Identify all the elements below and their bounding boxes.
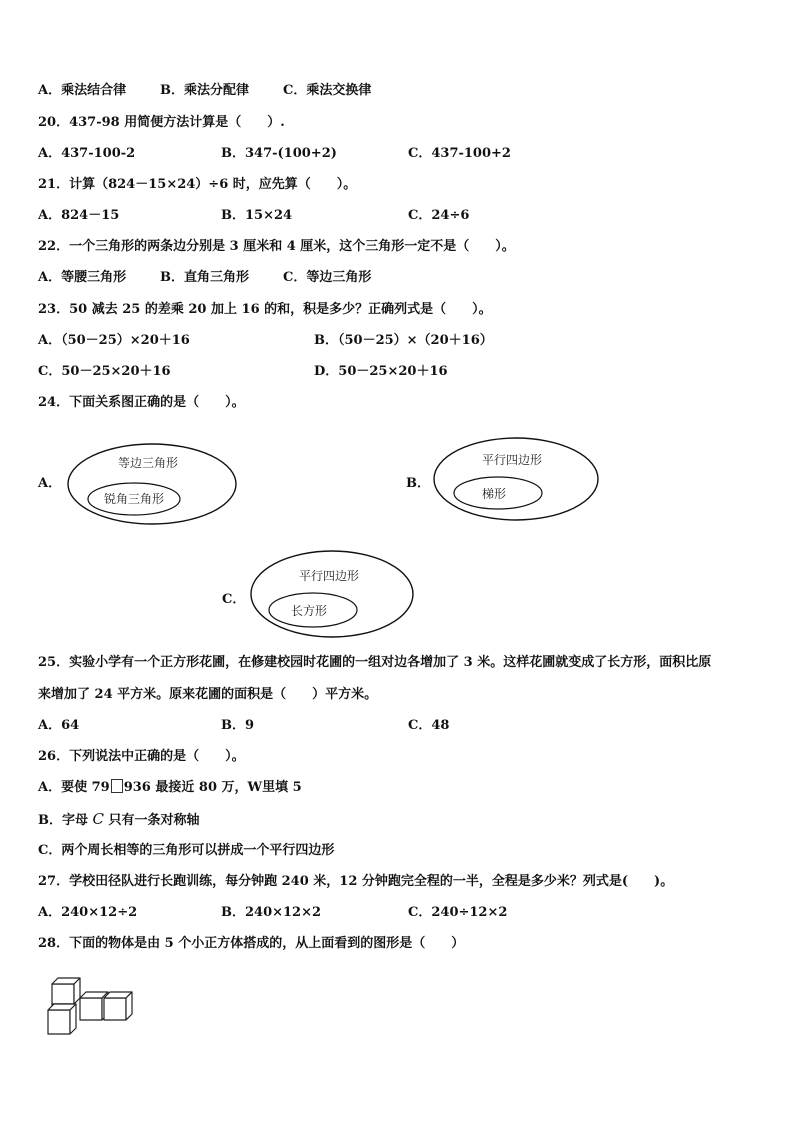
q26-question: 26．下列说法中正确的是（ ）。 bbox=[38, 749, 245, 764]
q27-question: 27．学校田径队进行长跑训练，每分钟跑 240 米，12 分钟跑完全程的一半，全程是多少米？列式是( )。 bbox=[38, 874, 674, 889]
q24-option-b-label: B． bbox=[406, 476, 430, 491]
venn-diagram-a bbox=[66, 442, 240, 530]
q20-option-a: A．437-100-2 bbox=[38, 146, 136, 161]
blank-box bbox=[111, 779, 123, 793]
q26-option-b bbox=[38, 810, 200, 830]
q26-option-b-text-start: B．字母 bbox=[38, 813, 88, 828]
q21-question: 21．计算（824－15×24）÷6 时，应先算（ ）。 bbox=[38, 177, 357, 192]
venn-b-inner-label: 梯形 bbox=[481, 487, 507, 501]
q26-option-b-text-end: 只有一条对称轴 bbox=[108, 813, 200, 828]
q25-option-c: C．48 bbox=[408, 718, 450, 733]
cube-stack-figure bbox=[44, 972, 138, 1038]
q25-question-line1: 25．实验小学有一个正方形花圃，在修建校园时花圃的一组对边各增加了 3 米。这样花圃就变成了长方形，面积比原 bbox=[38, 655, 712, 670]
q26-option-c: C．两个周长相等的三角形可以拼成一个平行四边形 bbox=[38, 843, 335, 858]
letter-c: C bbox=[92, 810, 105, 828]
q19-option-b: B．乘法分配律 bbox=[160, 83, 249, 98]
q26-option-a-text-end: 936 最接近 80 万，W里填 5 bbox=[123, 780, 302, 795]
q20-option-b: B．347-(100+2) bbox=[221, 146, 337, 161]
q25-question-line2: 来增加了 24 平方米。原来花圃的面积是（ ）平方米。 bbox=[38, 687, 378, 702]
q26-option-a-text-start: A．要使 79 bbox=[38, 780, 110, 795]
q23-option-d: D．50－25×20＋16 bbox=[314, 364, 448, 379]
q21-option-a: A．824－15 bbox=[38, 208, 120, 223]
venn-a-outer-label: 等边三角形 bbox=[117, 456, 179, 470]
q24-option-c-label: C． bbox=[222, 592, 246, 607]
q20-option-c: C．437-100+2 bbox=[408, 146, 511, 161]
q22-option-b: B．直角三角形 bbox=[160, 270, 249, 285]
q26-option-a bbox=[38, 779, 302, 797]
q24-question: 24．下面关系图正确的是（ ）。 bbox=[38, 395, 245, 410]
q23-option-a: A．（50－25）×20＋16 bbox=[38, 333, 190, 348]
q23-question: 23．50 减去 25 的差乘 20 加上 16 的和，积是多少？正确列式是（ ）。 bbox=[38, 302, 492, 317]
q27-option-a: A．240×12÷2 bbox=[38, 905, 138, 920]
q21-option-b: B．15×24 bbox=[221, 208, 293, 223]
q22-question: 22．一个三角形的两条边分别是 3 厘米和 4 厘米，这个三角形一定不是（ ）。 bbox=[38, 239, 515, 254]
q19-option-a: A．乘法结合律 bbox=[38, 83, 127, 98]
q19-option-c: C．乘法交换律 bbox=[283, 83, 372, 98]
venn-a-inner-label: 锐角三角形 bbox=[103, 492, 165, 506]
q25-option-b: B．9 bbox=[221, 718, 255, 733]
q23-option-c: C．50－25×20＋16 bbox=[38, 364, 171, 379]
q28-question: 28．下面的物体是由 5 个小正方体搭成的，从上面看到的图形是（ ） bbox=[38, 936, 465, 951]
q21-option-c: C．24÷6 bbox=[408, 208, 470, 223]
q22-option-a: A．等腰三角形 bbox=[38, 270, 127, 285]
q27-option-c: C．240÷12×2 bbox=[408, 905, 508, 920]
venn-diagram-b bbox=[432, 436, 602, 524]
venn-b-outer-label: 平行四边形 bbox=[481, 453, 543, 467]
venn-c-outer-label: 平行四边形 bbox=[298, 569, 360, 583]
q23-option-b: B．（50－25）×（20＋16） bbox=[314, 333, 493, 348]
q20-question: 20．437-98 用简便方法计算是（ ）. bbox=[38, 115, 285, 130]
q27-option-b: B．240×12×2 bbox=[221, 905, 322, 920]
q25-option-a: A．64 bbox=[38, 718, 80, 733]
q24-option-a-label: A． bbox=[38, 476, 62, 491]
venn-diagram-c bbox=[249, 549, 417, 641]
q22-option-c: C．等边三角形 bbox=[283, 270, 372, 285]
venn-c-inner-label: 长方形 bbox=[290, 604, 328, 618]
